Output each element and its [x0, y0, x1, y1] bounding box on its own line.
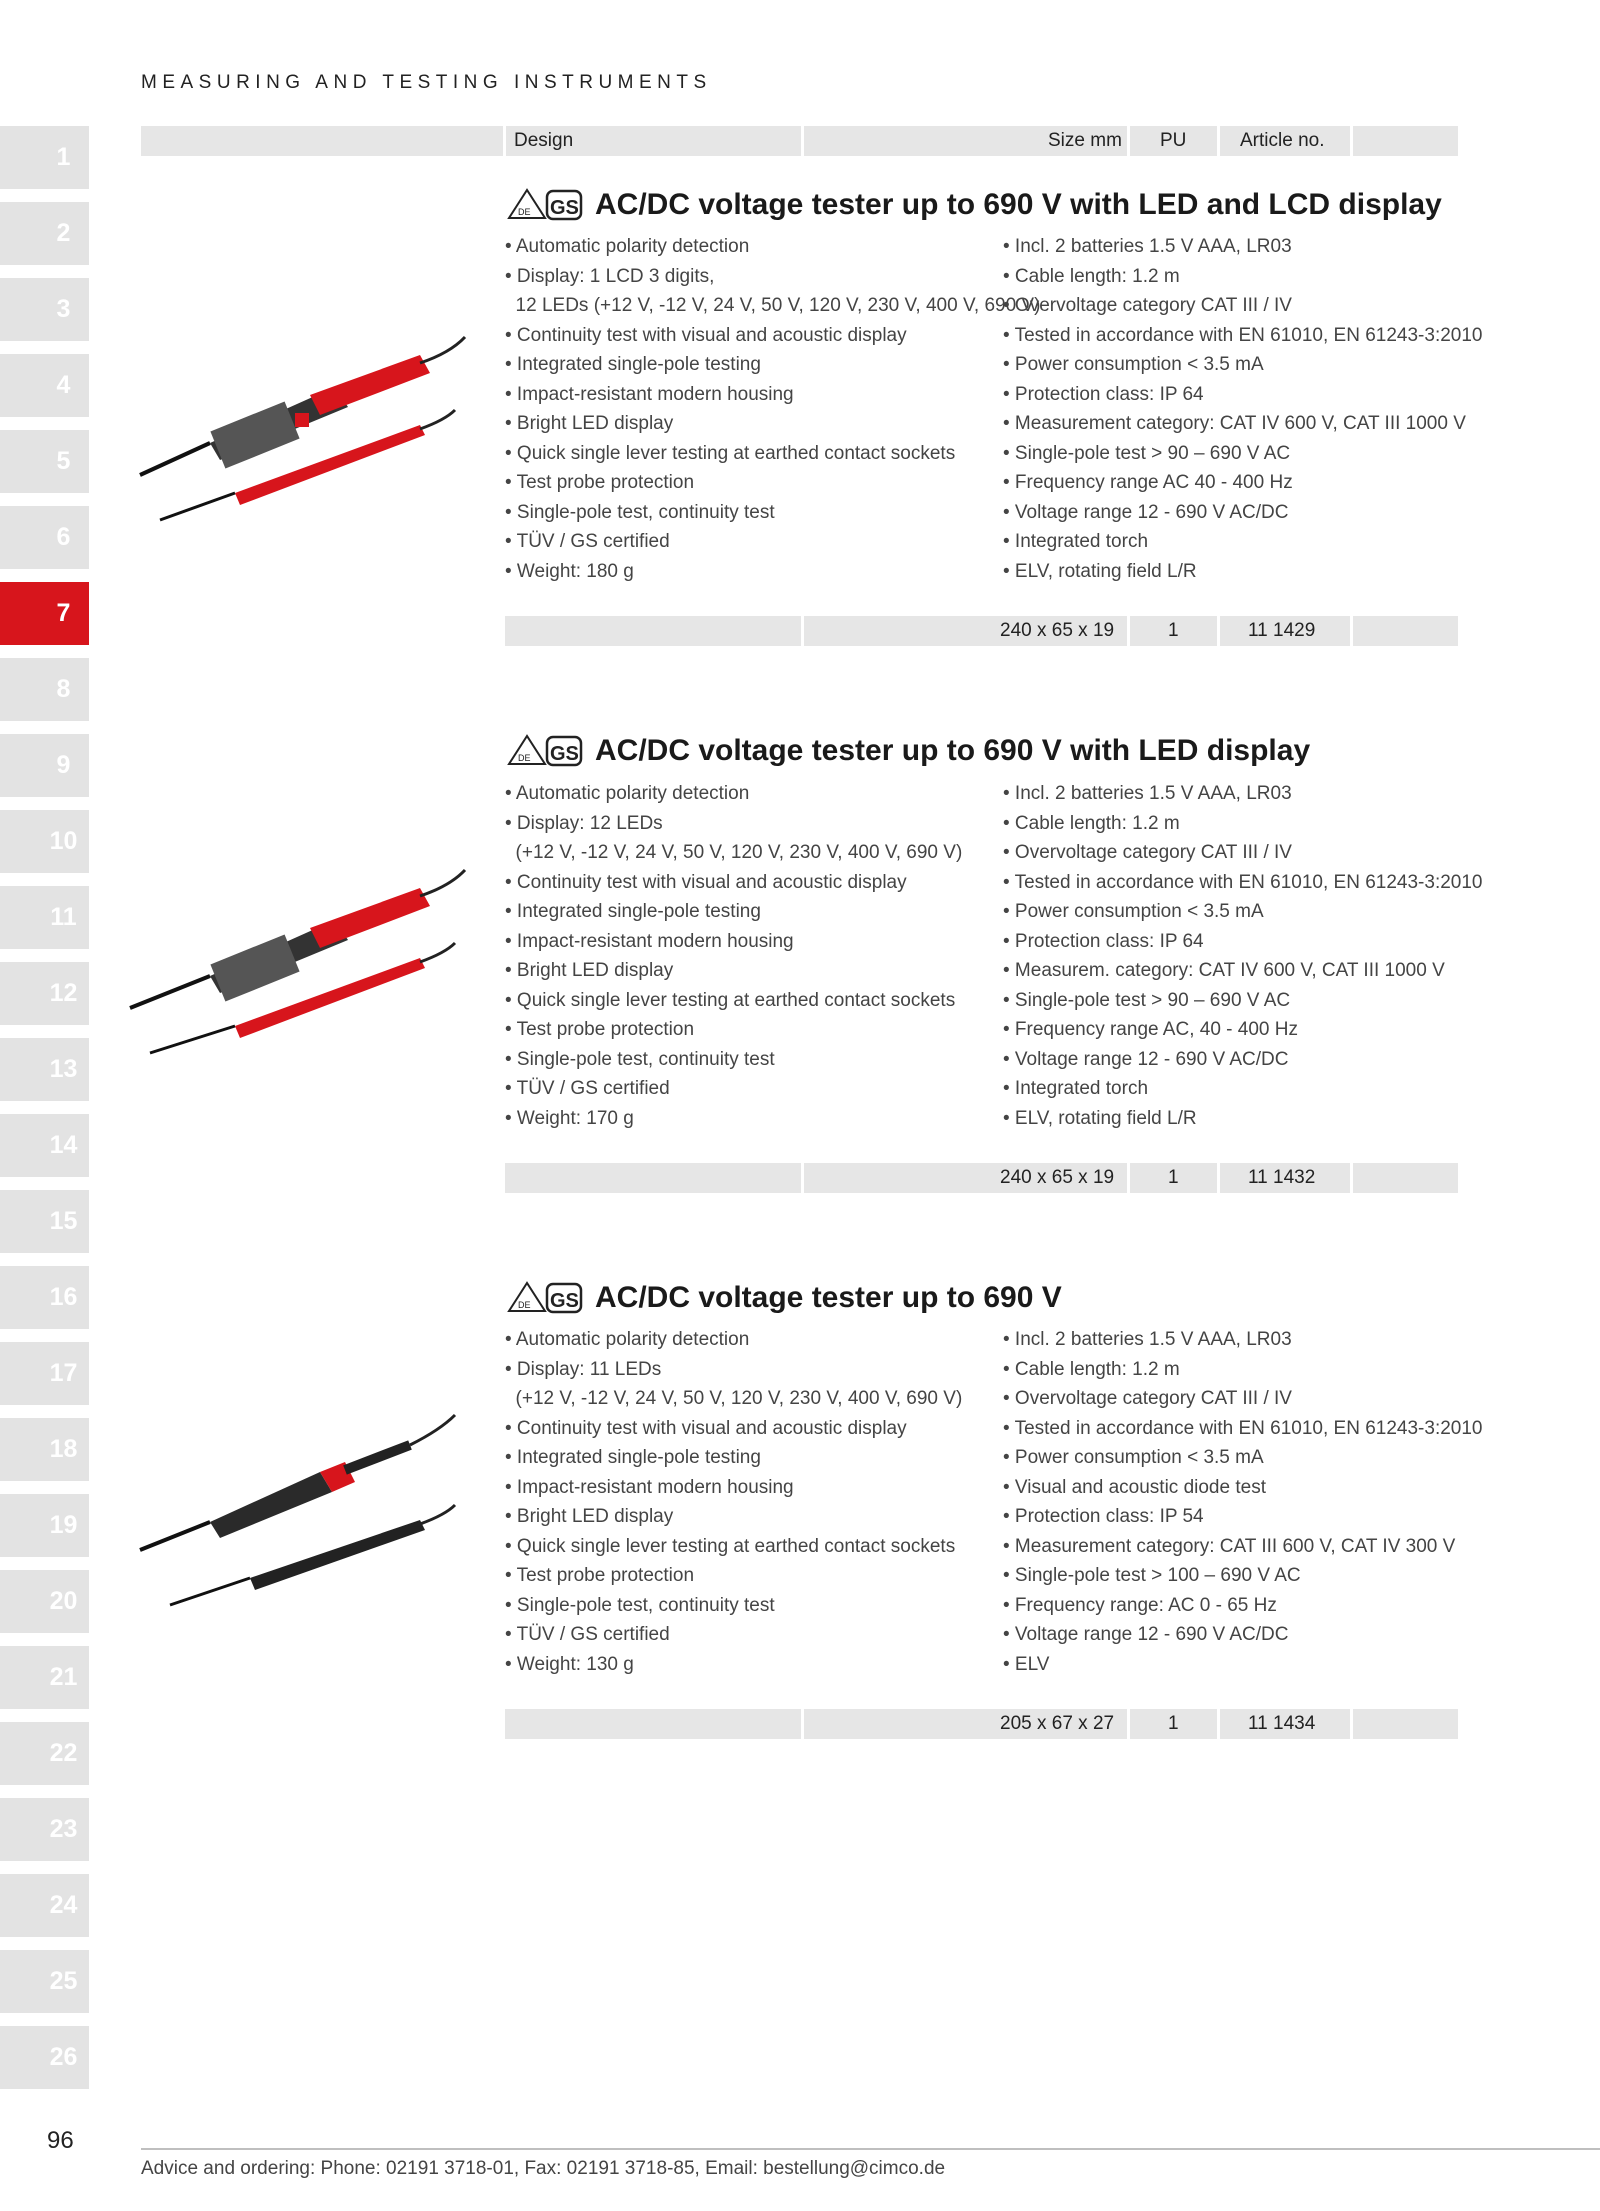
feature-item: • Frequency range AC, 40 - 400 Hz [1003, 1019, 1298, 1040]
chapter-tab-10[interactable]: 10 [0, 810, 89, 873]
feature-item: • TÜV / GS certified [505, 531, 670, 552]
size-value: 240 x 65 x 19 [1000, 620, 1115, 641]
design-header: Design [514, 130, 574, 151]
chapter-tab-3[interactable]: 3 [0, 278, 89, 341]
feature-item: • Power consumption < 3.5 mA [1003, 1447, 1264, 1468]
size-value: 205 x 67 x 27 [1000, 1713, 1115, 1734]
feature-item: • Display: 12 LEDs [505, 812, 663, 834]
feature-item: • Tested in accordance with EN 61010, EN 61243-3:2010 [1003, 324, 1483, 346]
feature-list-right [1003, 232, 1483, 586]
chapter-tab-23[interactable]: 23 [0, 1798, 89, 1861]
feature-item: • TÜV / GS certified [505, 1078, 670, 1099]
article-number: 11 1432 [1248, 1167, 1316, 1188]
feature-item: • ELV, rotating field L/R [1003, 1107, 1197, 1129]
feature-item: • Measurem. category: CAT IV 600 V, CAT III 1000 V [1003, 960, 1445, 981]
page-number: 96 [47, 2127, 74, 2154]
article-number: 11 1434 [1248, 1713, 1316, 1734]
feature-item: • Voltage range 12 - 690 V AC/DC [1003, 1624, 1289, 1645]
pu-value: 1 [1168, 620, 1179, 641]
voltage-tester-image [120, 1410, 480, 1610]
footer-divider [141, 2148, 1600, 2150]
feature-item: • Single-pole test > 90 – 690 V AC [1003, 442, 1291, 464]
feature-item: • Weight: 170 g [505, 1107, 634, 1129]
feature-item: • Integrated single-pole testing [505, 901, 761, 922]
svg-text:GS: GS [550, 1290, 579, 1312]
chapter-tab-17[interactable]: 17 [0, 1342, 89, 1405]
feature-item: • Continuity test with visual and acoustic display [505, 1417, 907, 1439]
feature-item: • Power consumption < 3.5 mA [1003, 901, 1264, 922]
svg-text:DE: DE [518, 753, 531, 763]
svg-text:GS: GS [550, 197, 579, 219]
chapter-tab-14[interactable]: 14 [0, 1114, 89, 1177]
product-title: AC/DC voltage tester up to 690 V [595, 1281, 1062, 1314]
chapter-tab-24[interactable]: 24 [0, 1874, 89, 1937]
feature-list-left [505, 1325, 962, 1679]
feature-item: • Bright LED display [505, 960, 674, 981]
chapter-tab-11[interactable]: 11 [0, 886, 89, 949]
feature-item: • Quick single lever testing at earthed contact sockets [505, 442, 956, 464]
chapter-tabs [0, 126, 89, 2102]
chapter-tab-19[interactable]: 19 [0, 1494, 89, 1557]
feature-item: • Protection class: IP 54 [1003, 1506, 1204, 1527]
chapter-tab-12[interactable]: 12 [0, 962, 89, 1025]
pu-value: 1 [1168, 1167, 1179, 1188]
chapter-tab-5[interactable]: 5 [0, 430, 89, 493]
feature-item: • ELV [1003, 1653, 1050, 1675]
feature-item: • Overvoltage category CAT III / IV [1003, 1388, 1292, 1409]
chapter-tab-18[interactable]: 18 [0, 1418, 89, 1481]
feature-item: • Protection class: IP 64 [1003, 383, 1204, 405]
feature-item: • Automatic polarity detection [505, 236, 750, 257]
feature-item: • Integrated torch [1003, 1078, 1149, 1099]
feature-item: • Single-pole test, continuity test [505, 501, 775, 523]
size-value: 240 x 65 x 19 [1000, 1167, 1115, 1188]
feature-item: • Weight: 130 g [505, 1653, 634, 1675]
chapter-tab-22[interactable]: 22 [0, 1722, 89, 1785]
feature-item: • Overvoltage category CAT III / IV [1003, 842, 1292, 863]
product-title: AC/DC voltage tester up to 690 V with LED and LCD display [595, 188, 1442, 221]
chapter-tab-21[interactable]: 21 [0, 1646, 89, 1709]
feature-item: • Measurement category: CAT III 600 V, CAT IV 300 V [1003, 1535, 1456, 1557]
feature-item: • Integrated single-pole testing [505, 354, 761, 375]
feature-list-left [505, 232, 1040, 586]
feature-item: • Display: 1 LCD 3 digits, [505, 265, 715, 287]
feature-item: 12 LEDs (+12 V, -12 V, 24 V, 50 V, 120 V, 230 V, 400 V, 690 V) [505, 295, 1041, 316]
feature-item: • Tested in accordance with EN 61010, EN 61243-3:2010 [1003, 1417, 1483, 1439]
feature-item: • Frequency range: AC 0 - 65 Hz [1003, 1594, 1277, 1616]
feature-item: • Automatic polarity detection [505, 1329, 750, 1350]
vde-gs-cert-icon [505, 188, 585, 222]
vde-gs-cert-icon [505, 734, 585, 768]
product-title-row [505, 734, 1310, 768]
feature-item: • Overvoltage category CAT III / IV [1003, 295, 1292, 316]
feature-item: • Test probe protection [505, 1019, 695, 1040]
svg-text:DE: DE [518, 1300, 531, 1310]
chapter-tab-7[interactable]: 7 [0, 582, 89, 645]
chapter-tab-8[interactable]: 8 [0, 658, 89, 721]
feature-item: • Voltage range 12 - 690 V AC/DC [1003, 1048, 1289, 1070]
feature-item: • Cable length: 1.2 m [1003, 812, 1180, 834]
product-title-row [505, 1281, 1062, 1315]
chapter-tab-2[interactable]: 2 [0, 202, 89, 265]
feature-item: • Bright LED display [505, 413, 674, 434]
section-title: MEASURING AND TESTING INSTRUMENTS [141, 72, 712, 93]
feature-item: • Impact-resistant modern housing [505, 930, 794, 952]
chapter-tab-26[interactable]: 26 [0, 2026, 89, 2089]
chapter-tab-9[interactable]: 9 [0, 734, 89, 797]
chapter-tab-6[interactable]: 6 [0, 506, 89, 569]
voltage-tester-lcd-image [120, 325, 480, 525]
feature-item: • Single-pole test > 100 – 690 V AC [1003, 1565, 1301, 1586]
pu-header: PU [1160, 130, 1187, 151]
chapter-tab-25[interactable]: 25 [0, 1950, 89, 2013]
chapter-tab-15[interactable]: 15 [0, 1190, 89, 1253]
feature-item: • Continuity test with visual and acoustic display [505, 324, 907, 346]
feature-item: • Continuity test with visual and acoustic display [505, 871, 907, 893]
feature-item: • Cable length: 1.2 m [1003, 265, 1180, 287]
feature-item: • Impact-resistant modern housing [505, 1476, 794, 1498]
footer-contact: Advice and ordering: Phone: 02191 3718-01, Fax: 02191 3718-85, Email: bestellung@cimco.de [141, 2158, 946, 2179]
chapter-tab-16[interactable]: 16 [0, 1266, 89, 1329]
feature-item: • Cable length: 1.2 m [1003, 1358, 1180, 1380]
feature-item: • Single-pole test, continuity test [505, 1048, 775, 1070]
chapter-tab-1[interactable]: 1 [0, 126, 89, 189]
feature-item: (+12 V, -12 V, 24 V, 50 V, 120 V, 230 V, 400 V, 690 V) [505, 1388, 963, 1409]
feature-item: • Bright LED display [505, 1506, 674, 1527]
product-title-row [505, 188, 1442, 222]
feature-item: • Test probe protection [505, 472, 695, 493]
vde-gs-cert-icon [505, 1281, 585, 1315]
feature-item: • Protection class: IP 64 [1003, 930, 1204, 952]
feature-item: • Quick single lever testing at earthed contact sockets [505, 989, 956, 1011]
feature-item: • Display: 11 LEDs [505, 1358, 662, 1380]
chapter-tab-20[interactable]: 20 [0, 1570, 89, 1633]
feature-list-left [505, 779, 962, 1133]
feature-item: • TÜV / GS certified [505, 1624, 670, 1645]
pu-value: 1 [1168, 1713, 1179, 1734]
feature-item: • Visual and acoustic diode test [1003, 1476, 1266, 1498]
feature-item: • Measurement category: CAT IV 600 V, CAT III 1000 V [1003, 413, 1466, 434]
feature-item: • Tested in accordance with EN 61010, EN 61243-3:2010 [1003, 871, 1483, 893]
feature-item: (+12 V, -12 V, 24 V, 50 V, 120 V, 230 V, 400 V, 690 V) [505, 842, 963, 863]
feature-item: • Single-pole test > 90 – 690 V AC [1003, 989, 1291, 1011]
feature-item: • Integrated single-pole testing [505, 1447, 761, 1468]
chapter-tab-13[interactable]: 13 [0, 1038, 89, 1101]
feature-item: • Frequency range AC 40 - 400 Hz [1003, 472, 1293, 493]
feature-item: • Single-pole test, continuity test [505, 1594, 775, 1616]
chapter-tab-4[interactable]: 4 [0, 354, 89, 417]
feature-item: • Automatic polarity detection [505, 783, 750, 804]
feature-item: • Integrated torch [1003, 531, 1149, 552]
article-header: Article no. [1240, 130, 1325, 151]
svg-text:GS: GS [550, 743, 579, 765]
feature-item: • Incl. 2 batteries 1.5 V AAA, LR03 [1003, 236, 1292, 257]
feature-item: • Incl. 2 batteries 1.5 V AAA, LR03 [1003, 1329, 1292, 1350]
feature-item: • Incl. 2 batteries 1.5 V AAA, LR03 [1003, 783, 1292, 804]
feature-item: • ELV, rotating field L/R [1003, 560, 1197, 582]
feature-item: • Impact-resistant modern housing [505, 383, 794, 405]
feature-list-right [1003, 1325, 1483, 1679]
voltage-tester-led-image [120, 858, 480, 1058]
feature-item: • Power consumption < 3.5 mA [1003, 354, 1264, 375]
feature-item: • Test probe protection [505, 1565, 695, 1586]
feature-item: • Weight: 180 g [505, 560, 634, 582]
size-header: Size mm [1048, 130, 1122, 151]
feature-item: • Voltage range 12 - 690 V AC/DC [1003, 501, 1289, 523]
feature-list-right [1003, 779, 1483, 1133]
product-title: AC/DC voltage tester up to 690 V with LED display [595, 734, 1311, 767]
feature-item: • Quick single lever testing at earthed contact sockets [505, 1535, 956, 1557]
article-number: 11 1429 [1248, 620, 1316, 641]
svg-text:DE: DE [518, 207, 531, 217]
